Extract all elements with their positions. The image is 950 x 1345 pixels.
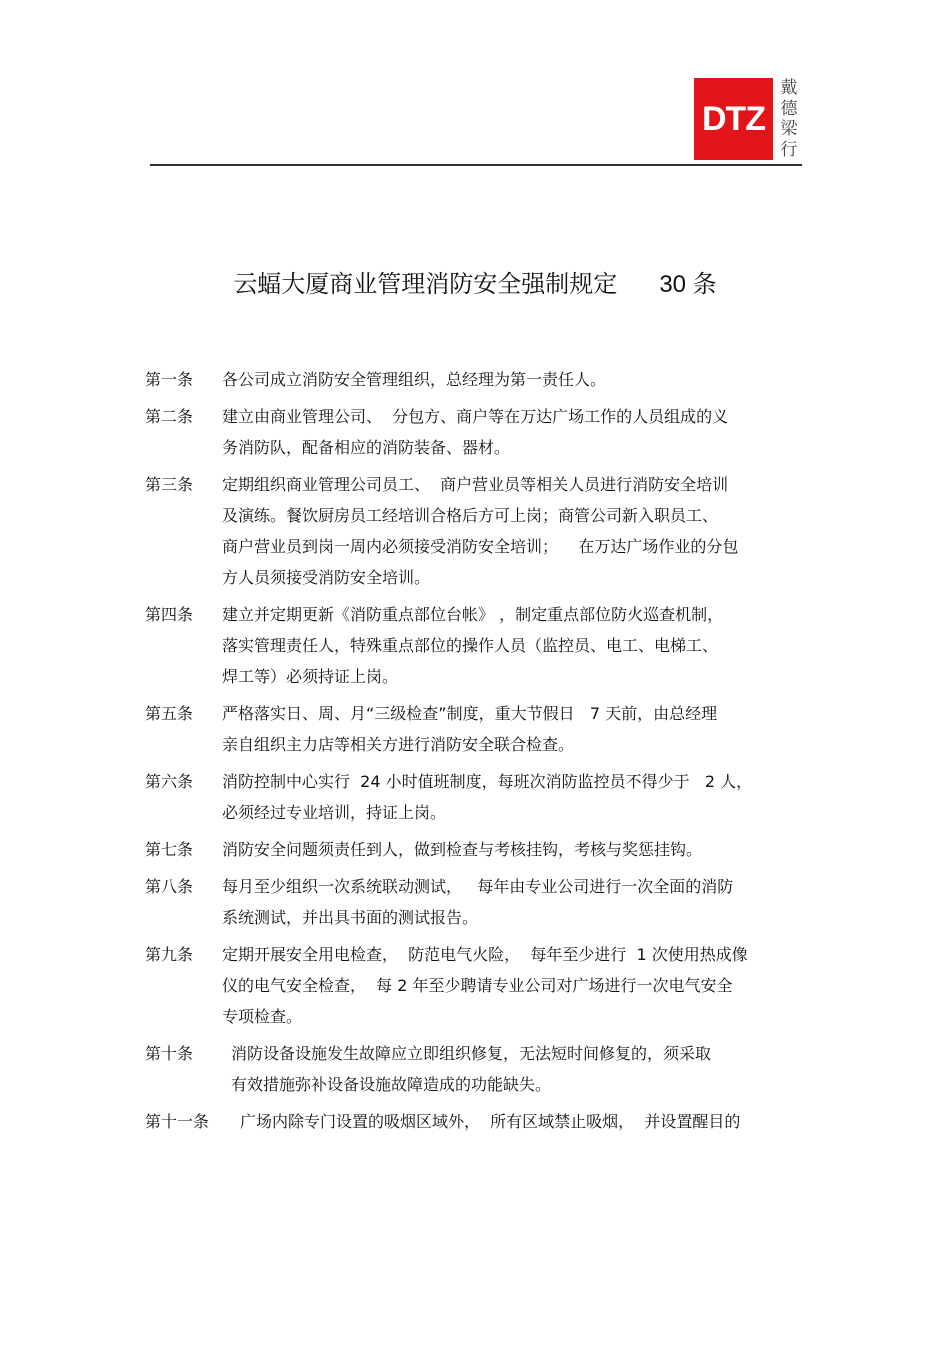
article-item — [145, 401, 810, 463]
logo-char: 戴 — [780, 78, 798, 98]
article-line: 亲自组织主力店等相关方进行消防安全联合检查。 — [222, 735, 575, 754]
article-body — [222, 871, 810, 933]
title-count: 30 条 — [659, 271, 717, 298]
article-body — [222, 766, 810, 828]
article-line: 焊工等）必须持证上岗。 — [222, 667, 399, 686]
article-body — [222, 698, 810, 760]
article-item — [145, 698, 810, 760]
article-label: 第五条 — [145, 704, 194, 723]
logo-char: 德 — [780, 98, 798, 119]
article-line: 定期组织商业管理公司员工、 商户营业员等相关人员进行消防安全培训 — [222, 475, 729, 494]
article-item — [145, 1038, 810, 1100]
article-line: 定期开展安全用电检查， 防范电气火险， 每年至少进行 1 次使用热成像 — [222, 945, 748, 964]
article-line: 建立由商业管理公司、 分包方、商户等在万达广场工作的人员组成的义 — [222, 407, 729, 426]
article-item — [145, 834, 810, 865]
article-label: 第九条 — [145, 945, 194, 964]
article-body — [222, 469, 810, 593]
article-line: 必须经过专业培训，持证上岗。 — [222, 803, 447, 822]
article-body — [222, 834, 810, 865]
article-label: 第十条 — [145, 1044, 194, 1063]
article-line: 务消防队，配备相应的消防装备、器材。 — [222, 438, 511, 457]
article-label: 第七条 — [145, 840, 194, 859]
logo-text: DTZ — [701, 99, 766, 138]
article-line: 消防设备设施发生故障应立即组织修复，无法短时间修复的，须采取 — [231, 1044, 712, 1063]
article-item — [145, 364, 810, 395]
article-label: 第三条 — [145, 475, 194, 494]
article-line: 严格落实日、周、月“三级检查”制度，重大节假日 7 天前，由总经理 — [222, 704, 718, 723]
article-line: 方人员须接受消防安全培训。 — [222, 568, 431, 587]
article-label: 第四条 — [145, 605, 194, 624]
logo-char: 行 — [780, 139, 798, 160]
article-body — [222, 939, 810, 1032]
article-item — [145, 599, 810, 692]
article-line: 仪的电气安全检查， 每 2 年至少聘请专业公司对广场进行一次电气安全 — [222, 976, 733, 995]
dtz-logo — [694, 78, 802, 160]
article-item — [145, 1106, 810, 1137]
article-label: 第十一条 — [145, 1112, 210, 1131]
article-body — [231, 1038, 810, 1100]
article-line: 系统测试，并出具书面的测试报告。 — [222, 908, 479, 927]
article-label: 第八条 — [145, 877, 194, 896]
article-line: 消防安全问题须责任到人，做到检查与考核挂钩，考核与奖惩挂钩。 — [222, 840, 703, 859]
title-text: 云蝠大厦商业管理消防安全强制规定 — [233, 270, 618, 298]
article-body — [240, 1106, 810, 1137]
article-label: 第六条 — [145, 772, 194, 791]
article-line: 商户营业员到岗一周内必须接受消防安全培训； 在万达广场作业的分包 — [222, 537, 739, 556]
article-line: 消防控制中心实行 24 小时值班制度，每班次消防监控员不得少于 2 人， — [222, 772, 753, 791]
article-item — [145, 871, 810, 933]
header-divider — [150, 164, 802, 166]
article-item — [145, 766, 810, 828]
article-label: 第二条 — [145, 407, 194, 426]
article-list — [145, 364, 810, 1143]
article-line: 建立并定期更新《消防重点部位台帐》 ，制定重点部位防火巡查机制， — [222, 605, 724, 624]
article-body — [222, 401, 810, 463]
logo-chinese-name — [778, 78, 800, 160]
article-body — [222, 364, 810, 395]
article-item — [145, 939, 810, 1032]
article-line: 有效措施弥补设备设施故障造成的功能缺失。 — [231, 1075, 552, 1094]
document-title — [0, 268, 950, 301]
article-line: 每月至少组织一次系统联动测试， 每年由专业公司进行一次全面的消防 — [222, 877, 734, 896]
article-line: 各公司成立消防安全管理组织，总经理为第一责任人。 — [222, 370, 607, 389]
article-line: 专项检查。 — [222, 1007, 303, 1026]
article-line: 及演练。餐饮厨房员工经培训合格后方可上岗；商管公司新入职员工、 — [222, 506, 719, 525]
article-body — [222, 599, 810, 692]
dtz-logo-mark — [694, 78, 773, 160]
logo-char: 梁 — [780, 119, 798, 140]
article-line: 落实管理责任人，特殊重点部位的操作人员（监控员、电工、电梯工、 — [222, 636, 719, 655]
article-label: 第一条 — [145, 370, 194, 389]
article-item — [145, 469, 810, 593]
article-line: 广场内除专门设置的吸烟区域外， 所有区域禁止吸烟， 并设置醒目的 — [240, 1112, 741, 1131]
